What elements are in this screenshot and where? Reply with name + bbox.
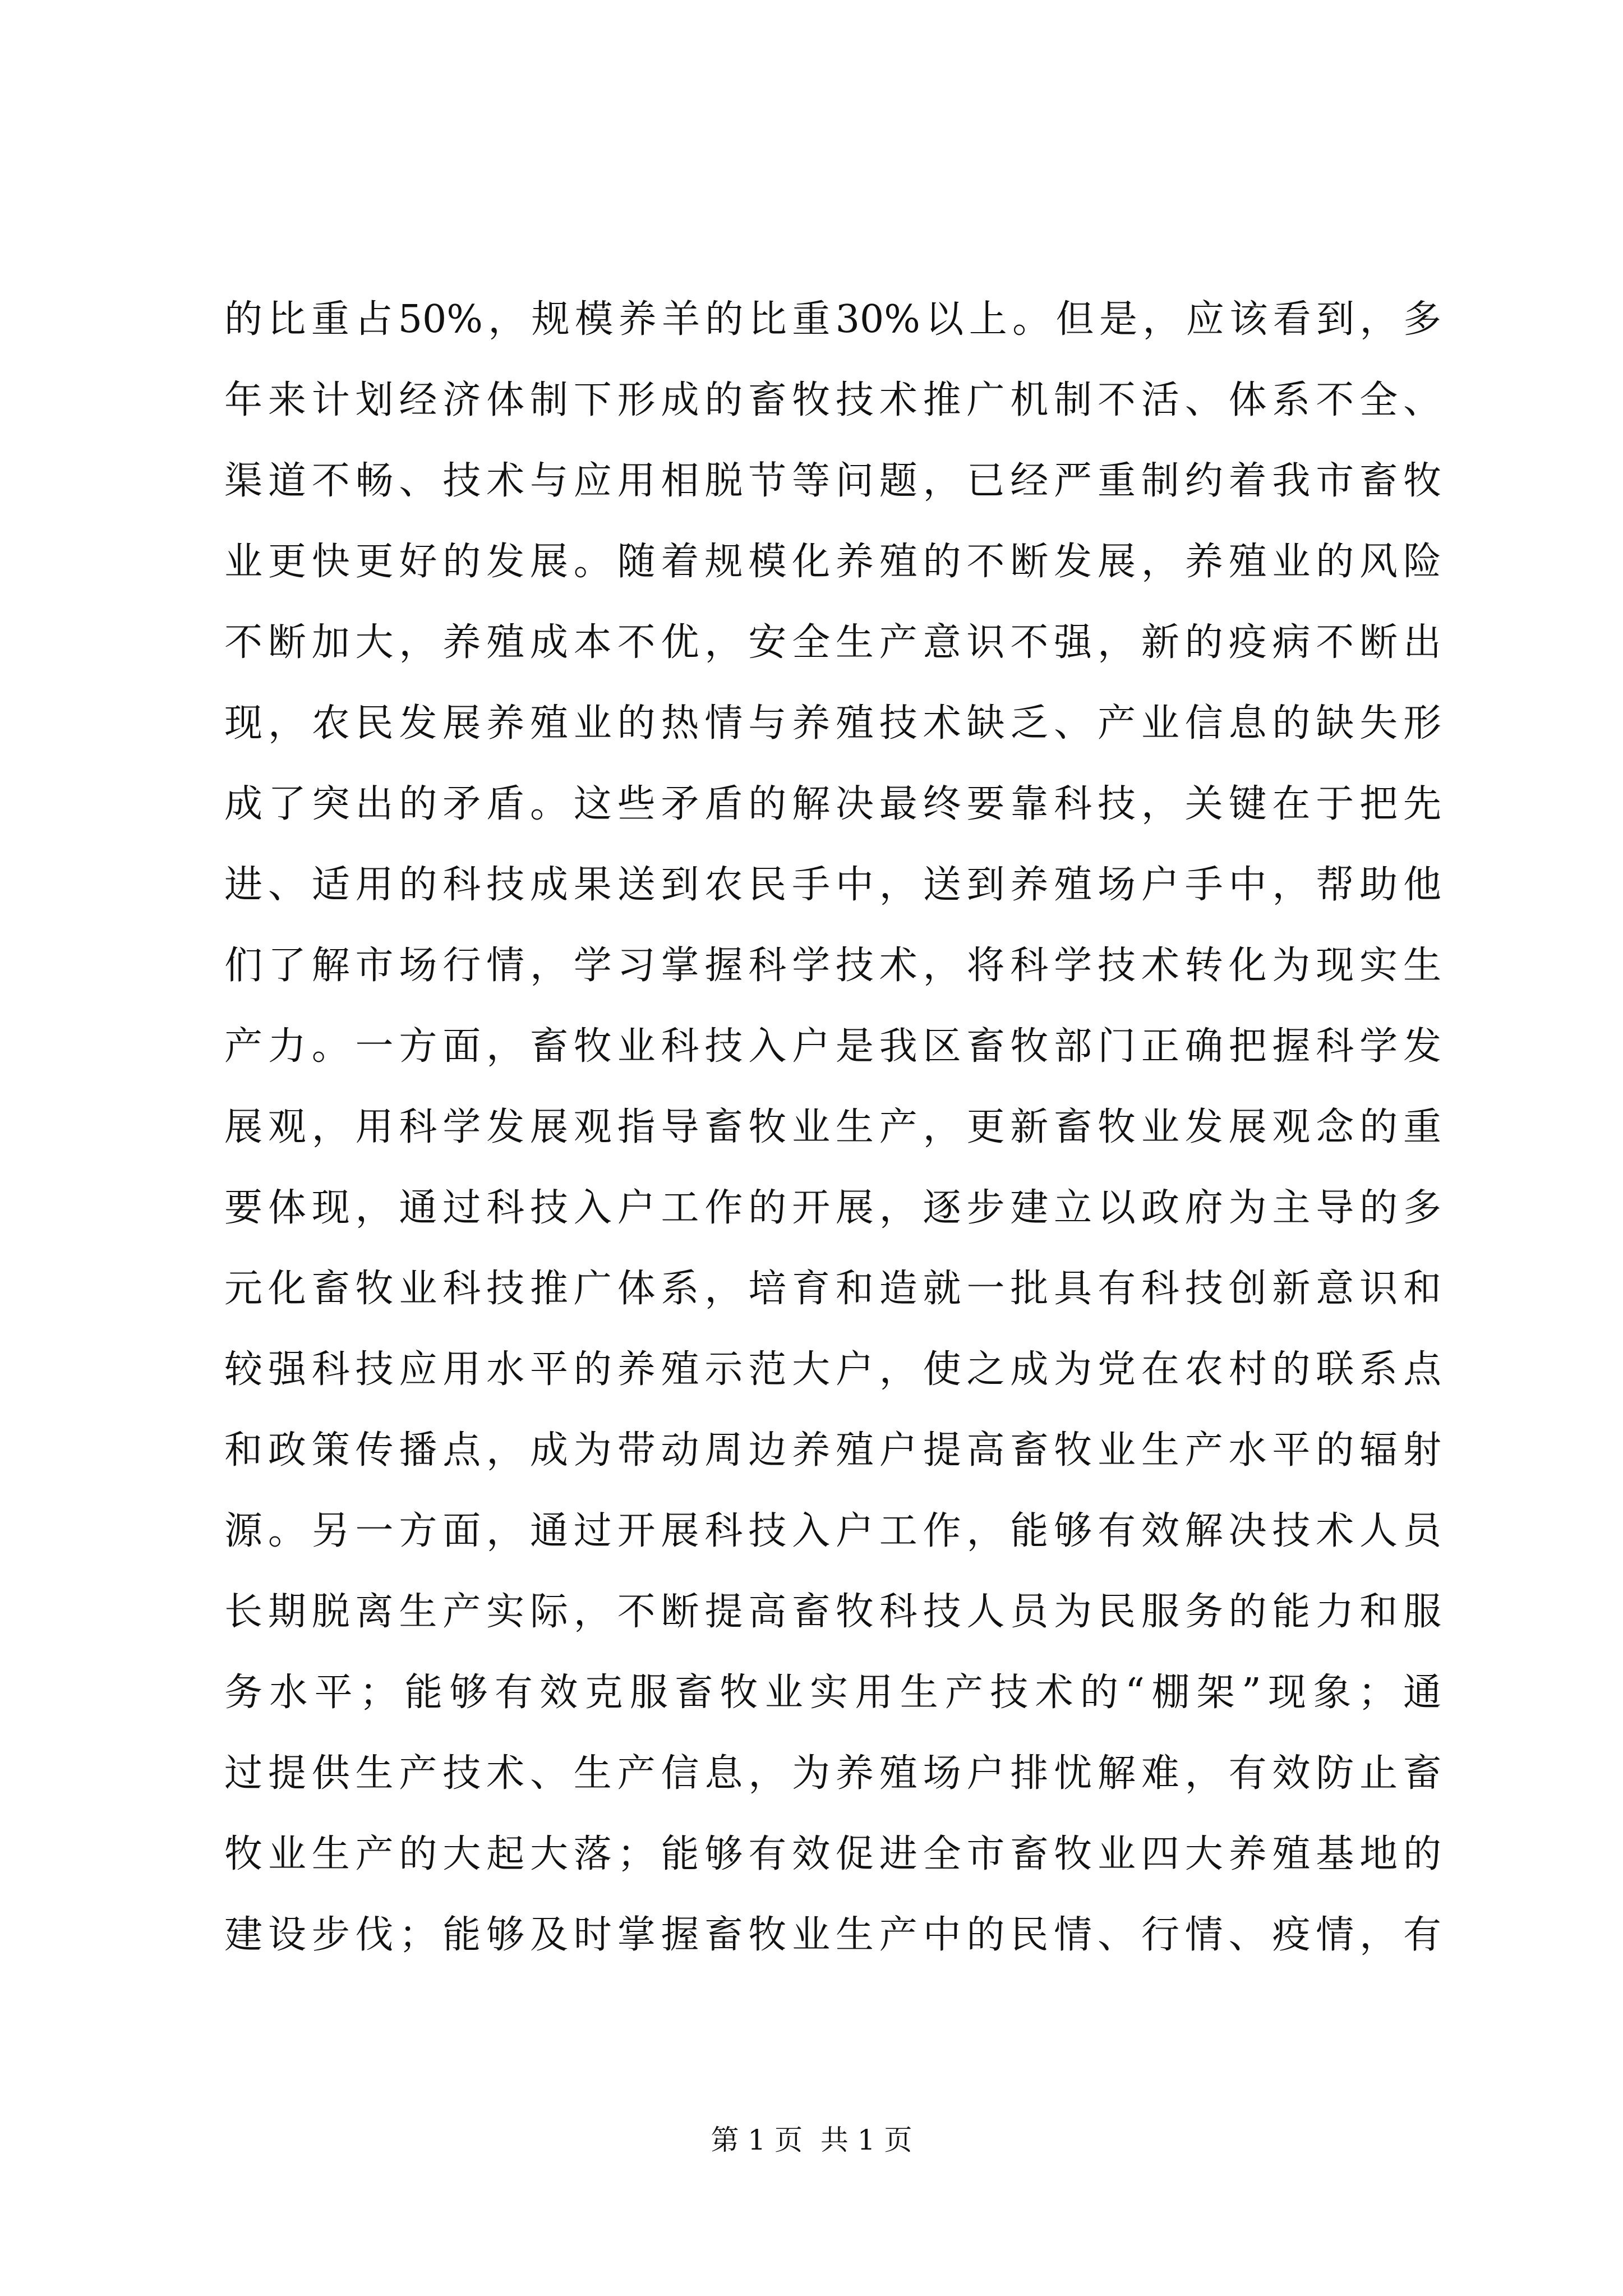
paragraph-line: 较强科技应用水平的养殖示范大户，使之成为党在农村的联系点: [224, 1347, 1441, 1392]
paragraph-line: 渠道不畅、技术与应用相脱节等问题，已经严重制约着我市畜牧: [224, 459, 1441, 503]
paragraph-line: 过提供生产技术、生产信息，为养殖场户排忧解难，有效防止畜: [224, 1751, 1441, 1796]
paragraph-line: 展观，用科学发展观指导畜牧业生产，更新畜牧业发展观念的重: [224, 1105, 1441, 1149]
body-paragraph: [224, 279, 1441, 1976]
paragraph-line: 年来计划经济体制下形成的畜牧技术推广机制不活、体系不全、: [224, 378, 1441, 422]
paragraph-line: 要体现，通过科技入户工作的开展，逐步建立以政府为主导的多: [224, 1186, 1441, 1230]
paragraph-line: 成了突出的矛盾。这些矛盾的解决最终要靠科技，关键在于把先: [224, 782, 1441, 826]
paragraph-line: 建设步伐；能够及时掌握畜牧业生产中的民情、行情、疫情，有: [224, 1913, 1441, 1957]
paragraph-line: 源。另一方面，通过开展科技入户工作，能够有效解决技术人员: [224, 1509, 1441, 1553]
paragraph-line: 牧业生产的大起大落；能够有效促进全市畜牧业四大养殖基地的: [224, 1832, 1441, 1876]
paragraph-line: 业更快更好的发展。随着规模化养殖的不断发展，养殖业的风险: [224, 540, 1441, 584]
paragraph-line: 产力。一方面，畜牧业科技入户是我区畜牧部门正确把握科学发: [224, 1024, 1441, 1069]
paragraph-line: 长期脱离生产实际，不断提高畜牧科技人员为民服务的能力和服: [224, 1590, 1441, 1634]
paragraph-line: 元化畜牧业科技推广体系，培育和造就一批具有科技创新意识和: [224, 1267, 1441, 1311]
paragraph-line: 现，农民发展养殖业的热情与养殖技术缺乏、产业信息的缺失形: [224, 701, 1441, 746]
paragraph-line: 和政策传播点，成为带动周边养殖户提高畜牧业生产水平的辐射: [224, 1428, 1441, 1473]
paragraph-line: 不断加大，养殖成本不优，安全生产意识不强，新的疫病不断出: [224, 620, 1441, 665]
page-footer: 第 1 页 共 1 页: [711, 2124, 912, 2156]
paragraph-line: 们了解市场行情，学习掌握科学技术，将科学技术转化为现实生: [224, 944, 1441, 988]
paragraph-line: 的比重占50%，规模养羊的比重30%以上。但是，应该看到，多: [224, 297, 1441, 342]
paragraph-line: 进、适用的科技成果送到农民手中，送到养殖场户手中，帮助他: [224, 863, 1441, 907]
paragraph-line: 务水平；能够有效克服畜牧业实用生产技术的“棚架”现象；通: [224, 1671, 1441, 1715]
